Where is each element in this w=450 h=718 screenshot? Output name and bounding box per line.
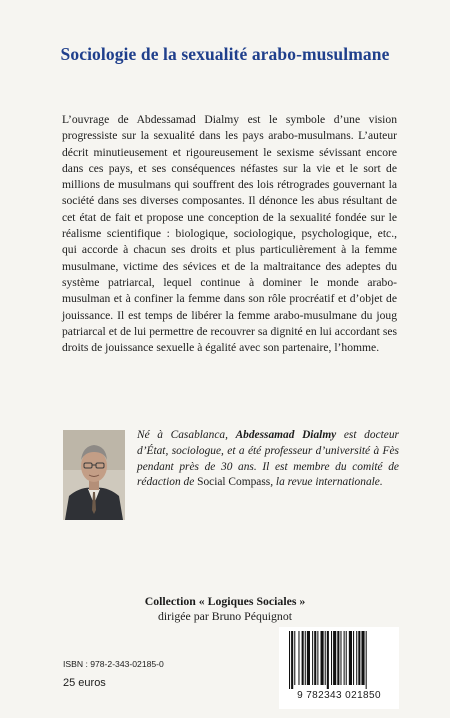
barcode-bar bbox=[331, 631, 332, 685]
collection-label: Collection « Logiques Sociales » bbox=[144, 594, 306, 608]
barcode bbox=[279, 627, 399, 709]
isbn: ISBN : 978-2-343-02185-0 bbox=[63, 659, 164, 669]
barcode-bar bbox=[353, 631, 354, 685]
barcode-bar bbox=[289, 631, 290, 689]
journal-name: Social Compass bbox=[197, 476, 271, 489]
bio-intro: Né à Casablanca, bbox=[137, 429, 236, 441]
barcode-bar bbox=[314, 631, 316, 685]
bio-body: est docteur d’État, sociologue, et a été professeur d’université à Fès pendant près de 30 ans. Il est membre du comité de rédaction de bbox=[137, 429, 399, 489]
barcode-bar bbox=[346, 631, 347, 685]
barcode-bar bbox=[356, 631, 357, 685]
barcode-bar bbox=[340, 631, 341, 685]
barcode-bar bbox=[298, 631, 299, 685]
author-portrait-icon bbox=[63, 430, 125, 520]
book-summary: L’ouvrage de Abdessamad Dialmy est le symbole d’une vision progressiste sur la sexualité dans les pays arabo-musulmans. L’auteur décrit minutieusement et rigoureusement le sexisme sévissant encore dans ces pays, et ses conséquences néfastes sur la vie et le sort de millions de musulmans qui souffrent des lois rétrogrades gouvernant la société dans ses diverses composantes. Il dénonce les abus résultant de cet état de fait et propose une conception de la sexualité fondée sur le réalisme scientifique : biologique, sociologique, psychologique, etc., qui accorde à chacun ses droits et plus particulièrement à la femme musulmane, victime des sévices et de la maltraitance des adeptes du système patriarcal, lequel continue à dominer le monde arabo-musulman et à confiner la femme dans son rôle procréatif et d’objet de jouissance. Il est temps de libérer la femme arabo-musulmane du joug patriarcal et de lui permettre de recouvrer sa dignité en lui accordant ses droits de jouissance sexuelle à égalité avec son partenaire, l’homme. bbox=[62, 113, 397, 355]
barcode-number: 9 782343 021850 bbox=[297, 690, 381, 701]
barcode-bar bbox=[312, 631, 313, 685]
barcode-icon bbox=[279, 627, 399, 691]
author-name: Abdessamad Dialmy bbox=[235, 429, 337, 441]
barcode-bar bbox=[305, 631, 306, 685]
barcode-bar bbox=[294, 631, 295, 685]
barcode-bar bbox=[325, 631, 326, 685]
barcode-bar bbox=[333, 631, 336, 685]
barcode-bar bbox=[327, 631, 329, 689]
barcode-bar bbox=[307, 631, 310, 685]
barcode-bar bbox=[361, 631, 364, 685]
price: 25 euros bbox=[63, 677, 106, 689]
author-photo bbox=[63, 430, 125, 520]
barcode-bar bbox=[337, 631, 339, 685]
barcode-bar bbox=[291, 631, 293, 689]
barcode-bar bbox=[321, 631, 324, 685]
bio-end: , la revue internationale. bbox=[270, 476, 383, 489]
book-title: Sociologie de la sexualité arabo-musulmane bbox=[60, 44, 390, 64]
barcode-bar bbox=[302, 631, 304, 685]
author-bio bbox=[137, 428, 399, 491]
barcode-bar bbox=[349, 631, 352, 685]
barcode-bar bbox=[366, 631, 367, 689]
barcode-bar bbox=[358, 631, 360, 685]
barcode-bar bbox=[317, 631, 318, 685]
collection-director: dirigée par Bruno Péquignot bbox=[158, 609, 292, 623]
barcode-bar bbox=[344, 631, 345, 685]
